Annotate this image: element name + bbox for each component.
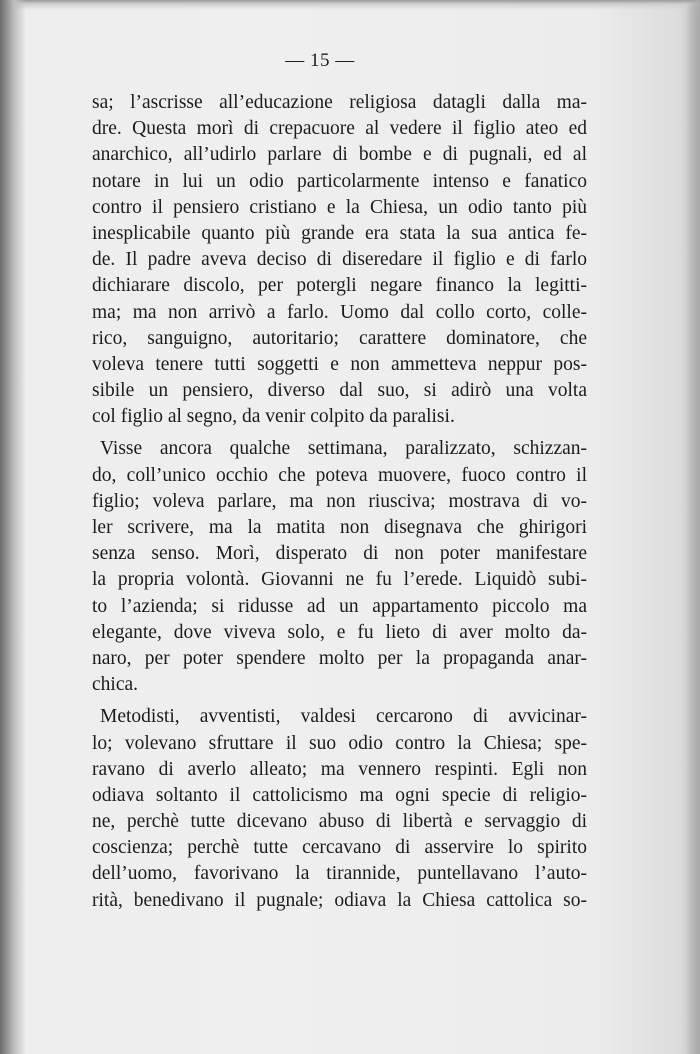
- text-line: chica.: [92, 674, 139, 696]
- body-text: [92, 90, 587, 914]
- text-line: dre. Questa morì di crepacuore al vedere il figlio ateo ed: [92, 118, 587, 140]
- text-line: sa; l’ascrisse all’educazione religiosa datagli dalla ma-: [92, 92, 587, 113]
- text-line: naro, per poter spendere molto per la propaganda anar-: [92, 647, 587, 669]
- text-line: voleva tenere tutti soggetti e non ammetteva neppur pos-: [92, 353, 587, 375]
- text-line: inesplicabile quanto più grande era stata la sua antica fe-: [92, 222, 587, 244]
- page-top-shadow: [0, 0, 700, 10]
- text-line: la propria volontà. Giovanni ne fu l’erede. Liquidò subi-: [92, 569, 587, 591]
- text-line: lo; volevano sfruttare il suo odio contro la Chiesa; spe-: [92, 732, 587, 754]
- text-line: do, coll’unico occhio che poteva muovere, fuoco contro il: [92, 464, 587, 486]
- page-binding-shadow: [0, 0, 26, 1054]
- text-line: ler scrivere, ma la matita non disegnava che ghirigori: [92, 517, 587, 538]
- text-line: Metodisti, avventisti, valdesi cercarono di avvicinar-: [100, 706, 587, 728]
- text-line: col figlio al segno, da venir colpito da paralisi.: [92, 406, 455, 428]
- text-line: odiava soltanto il cattolicismo ma ogni specie di religio-: [92, 784, 587, 806]
- text-line: elegante, dove viveva solo, e fu lieto di aver molto da-: [92, 621, 587, 643]
- text-line: dell’uomo, favorivano la tirannide, puntellavano l’auto-: [92, 863, 587, 885]
- page-right-edge: [686, 0, 700, 1054]
- page-number: — 15 —: [285, 50, 355, 71]
- text-line: dichiarare discolo, per potergli negare financo la legitti-: [92, 275, 587, 297]
- text-line: figlio; voleva parlare, ma non riusciva; mostrava di vo-: [92, 490, 587, 512]
- text-line: ne, perchè tutte dicevano abuso di libertà e servaggio di: [92, 811, 587, 833]
- text-line: de. Il padre aveva deciso di diseredare il figlio e di farlo: [92, 249, 587, 271]
- paragraph-3: [92, 704, 587, 914]
- text-line: sibile un pensiero, diverso dal suo, si adirò una volta: [92, 380, 587, 402]
- text-line: contro il pensiero cristiano e la Chiesa, un odio tanto più: [92, 196, 587, 218]
- paragraph-1: [92, 90, 587, 430]
- paragraph-2: [92, 436, 587, 698]
- text-line: senza senso. Morì, disperato di non poter manifestare: [92, 543, 587, 565]
- text-line: notare in lui un odio particolarmente intenso e fanatico: [92, 170, 587, 192]
- text-line: anarchico, all’udirlo parlare di bombe e di pugnali, ed al: [92, 144, 587, 166]
- text-line: Visse ancora qualche settimana, paralizzato, schizzan-: [100, 438, 587, 460]
- text-line: ravano di averlo alleato; ma vennero respinti. Egli non: [92, 758, 587, 780]
- text-line: to l’azienda; si ridusse ad un appartamento piccolo ma: [92, 595, 587, 617]
- text-line: rico, sanguigno, autoritario; carattere dominatore, che: [92, 327, 587, 349]
- text-line: rità, benedivano il pugnale; odiava la Chiesa cattolica so-: [92, 889, 587, 911]
- text-line: ma; ma non arrivò a farlo. Uomo dal collo corto, colle-: [92, 301, 587, 323]
- text-line: coscienza; perchè tutte cercavano di asservire lo spirito: [92, 837, 587, 859]
